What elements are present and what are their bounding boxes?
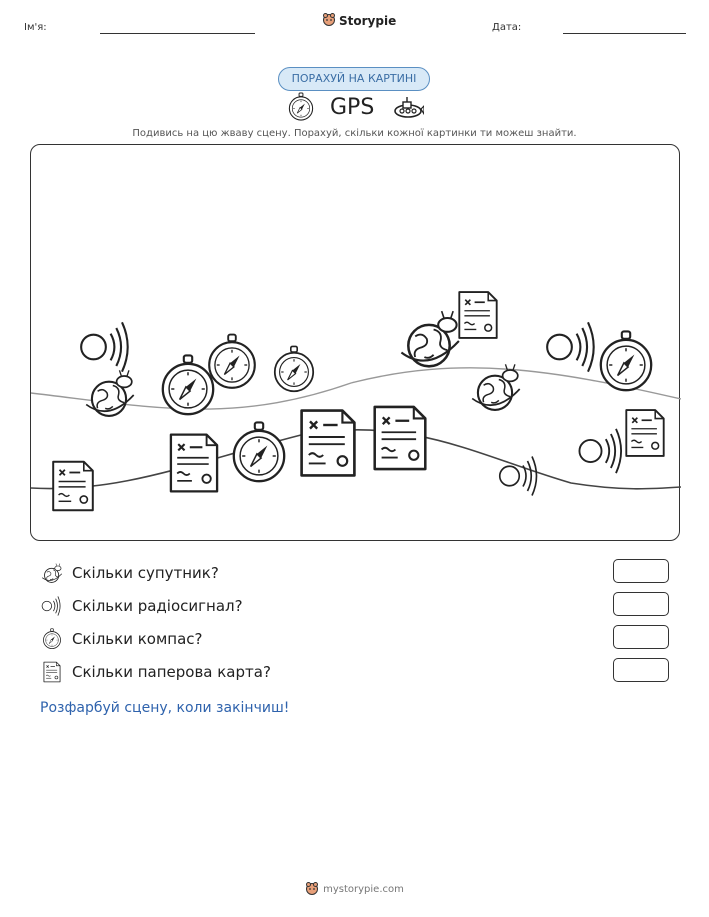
paper-map-icon	[375, 407, 426, 469]
question-satellite	[40, 562, 219, 584]
question-radio-signal	[40, 595, 243, 617]
question-compass	[40, 628, 202, 650]
satellite-icon	[472, 364, 520, 410]
compass-icon	[275, 346, 313, 391]
compass-icon	[40, 628, 64, 650]
compass-icon	[163, 355, 213, 414]
site-url: mystorypie.com	[323, 884, 404, 895]
date-label: Дата:	[492, 22, 522, 33]
question-text: Скільки супутник?	[72, 564, 219, 582]
compass-icon	[209, 335, 255, 388]
submarine-icon	[392, 94, 424, 124]
name-label: Ім'я:	[24, 22, 47, 33]
radio-signal-icon	[579, 429, 621, 473]
footer-site	[0, 881, 709, 898]
radio-signal-icon	[40, 595, 64, 617]
paper-map-icon	[53, 462, 93, 511]
activity-badge: ПОРАХУЙ НА КАРТИНІ	[278, 67, 430, 91]
question-text: Скільки паперова карта?	[72, 663, 271, 681]
answer-box-paper-map[interactable]	[613, 658, 669, 682]
compass-icon	[601, 331, 651, 390]
radio-signal-icon	[547, 322, 594, 371]
paper-map-icon	[40, 661, 64, 683]
paper-map-icon	[459, 292, 496, 338]
question-text: Скільки радіосигнал?	[72, 597, 243, 615]
paper-map-icon	[171, 435, 217, 492]
satellite-icon	[40, 562, 64, 584]
paper-map-icon	[302, 411, 355, 476]
page-subtitle: Подивись на цю жваву сцену. Порахуй, скільки кожної картинки ти можеш знайти.	[132, 128, 577, 139]
satellite-icon	[401, 311, 459, 366]
compass-icon	[234, 422, 284, 481]
question-paper-map	[40, 661, 271, 683]
storypie-mascot-icon	[305, 881, 319, 898]
satellite-icon	[86, 370, 134, 416]
radio-signal-icon	[500, 457, 537, 496]
brand-name: Storypie	[339, 13, 397, 28]
radio-signal-icon	[81, 322, 128, 371]
paper-map-icon	[626, 410, 663, 456]
compass-icon	[286, 92, 316, 126]
scene-drawing	[31, 145, 681, 542]
answer-box-compass[interactable]	[613, 625, 669, 649]
brand-logo	[322, 12, 396, 29]
name-field[interactable]	[100, 33, 255, 34]
coloring-instruction: Розфарбуй сцену, коли закінчиш!	[40, 700, 290, 716]
page-title: GPS	[330, 95, 375, 120]
search-scene	[30, 144, 680, 541]
question-text: Скільки компас?	[72, 630, 203, 648]
answer-box-radio-signal[interactable]	[613, 592, 669, 616]
answer-box-satellite[interactable]	[613, 559, 669, 583]
storypie-mascot-icon	[322, 12, 336, 29]
date-field[interactable]	[563, 33, 686, 34]
